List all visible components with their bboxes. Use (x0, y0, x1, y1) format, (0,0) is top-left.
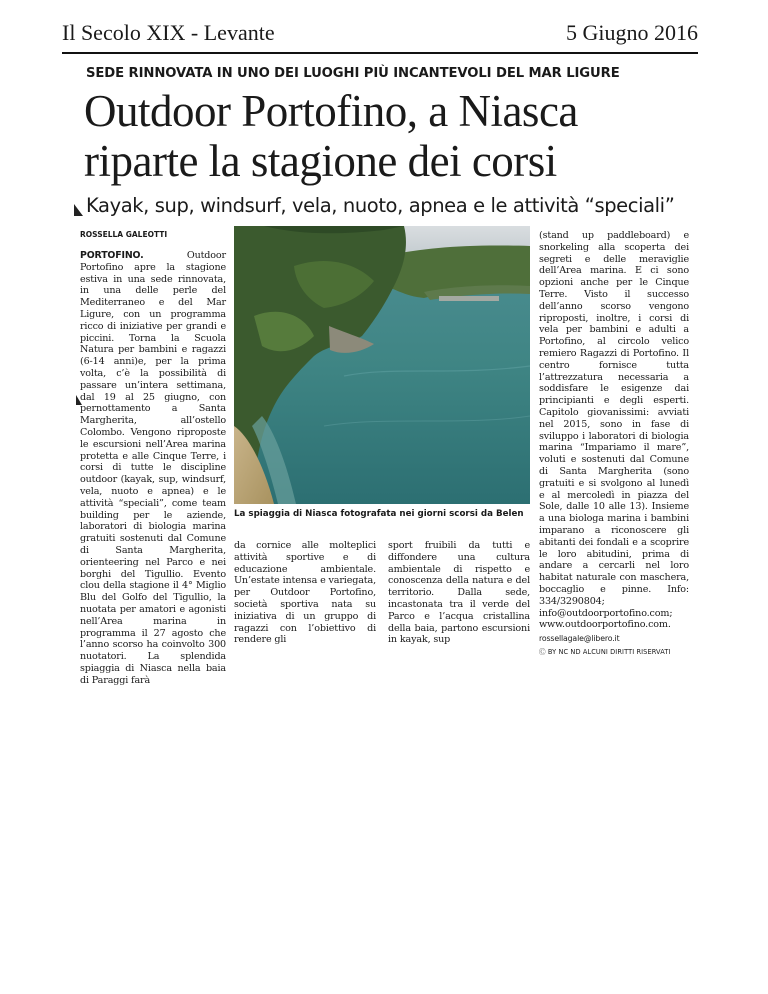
beach-photo (234, 226, 530, 504)
dateline: PORTOFINO. (80, 250, 144, 261)
column-2: da cornice alle molteplici attività sportive e di educazione ambientale. Un’estate intensa e variegata, per Outdoor Portofino, società sportiva nata su iniziativa di un gruppo di ragazzi con l’obiettivo di rendere gli (234, 540, 376, 646)
license-text: BY NC ND ALCUNI DIRITTI RISERVATI (547, 647, 671, 656)
article-kicker: SEDE RINNOVATA IN UNO DEI LUOGHI PIÙ INCANTEVOLI DEL MAR LIGURE (86, 66, 620, 81)
author-email: rossellagale@libero.it (539, 634, 620, 644)
headline-line-2: riparte la stagione dei corsi (84, 136, 557, 186)
headline-line-1: Outdoor Portofino, a Niasca (84, 86, 578, 136)
article-headline (84, 86, 714, 186)
column-3: sport fruibili da tutti e diffondere una cultura ambientale di rispetto e conoscenza della natura e del territorio. Dalla sede, incastonata tra il verde del Parco e l’acqua cristallina della baia, partono escursioni in kayak, sup (388, 540, 530, 646)
photo-caption: La spiaggia di Niasca fotografata nei giorni scorsi da Belen (234, 509, 524, 519)
article-subhead: Kayak, sup, windsurf, vela, nuoto, apnea e le attività “speciali” (86, 194, 675, 217)
article-photo (234, 226, 530, 504)
column-4 (539, 230, 689, 659)
column-mark (76, 395, 82, 405)
publication-name: Il Secolo XIX - Levante (62, 20, 275, 45)
column-4-text: (stand up paddleboard) e snorkeling alla scoperta dei segreti e delle meraviglie dell’Area marina. E ci sono opzioni anche per le Cinque Terre. Visto il successo dell’anno scorso vengono riproposti, inoltre, i corsi di vela per bambini e adulti a Portofino, al circolo velico remiero Ragazzi di Portofino. Il centro fornisce tutta l’attrezzatura necessaria a soddisfare le esigenze dai principianti e degli esperti. Capitolo giovanissimi: avviati nel 2015, sono in fase di sviluppo i laboratori di biologia marina “Impariamo il mare”, voluti e sostenuti dal Comune di Santa Margherita (sono gratuiti e si svolgono al lunedì e al mercoledì in piazza del Sole, dalle 10 alle 13). Insieme a una biologa marina i bambini imparano a riconoscere gli abitanti dei fondali e a scoprire le loro abitudini, prima di andare a cercarli nel loro habitat naturale con maschera, boccaglio e pinne. Info: 334/3290804; info@outdoorportofino.com; www.outdoorportofino.com. (539, 230, 689, 631)
license-line (539, 647, 689, 659)
publication-date: 5 Giugno 2016 (566, 20, 698, 45)
creative-commons-icon: Ⓒ (539, 647, 546, 656)
column-1-text: Outdoor Portofino apre la stagione estiva in una sede rinnovata, in una delle perle del Mediterraneo e del Mar Ligure, con un programma ricco di iniziative per grandi e piccini. Torna la Scuola Natura per bambini e ragazzi (6-14 anni)e, per la prima volta, c’è la possibilità di passare un’intera settimana, dal 19 al 25 giugno, con pernottamento a Santa Margherita, all’ostello Colombo. Vengono riproposte le escursioni nell’Area marina protetta e alle Cinque Terre, i corsi di tutte le discipline outdoor (kayak, sup, windsurf, vela, nuoto e apnea) e le attività “speciali”, come team building per le aziende, laboratori di biologia marina gratuiti sostenuti dal Comune di Santa Margherita, orienteering nel Parco e nei borghi del Tigullio. Evento clou della stagione il 4° Miglio Blu del Golfo del Tigullio, la nuotata per amatori e agonisti nell’Area marina in programma il 27 agosto che l’anno scorso ha coinvolto 300 nuotatori. La splendida spiaggia di Niasca nella baia di Paraggi farà (80, 250, 226, 686)
corner-mark (74, 204, 83, 216)
header-rule (62, 52, 698, 54)
byline: ROSSELLA GALEOTTI (80, 230, 168, 239)
column-1 (80, 250, 226, 686)
